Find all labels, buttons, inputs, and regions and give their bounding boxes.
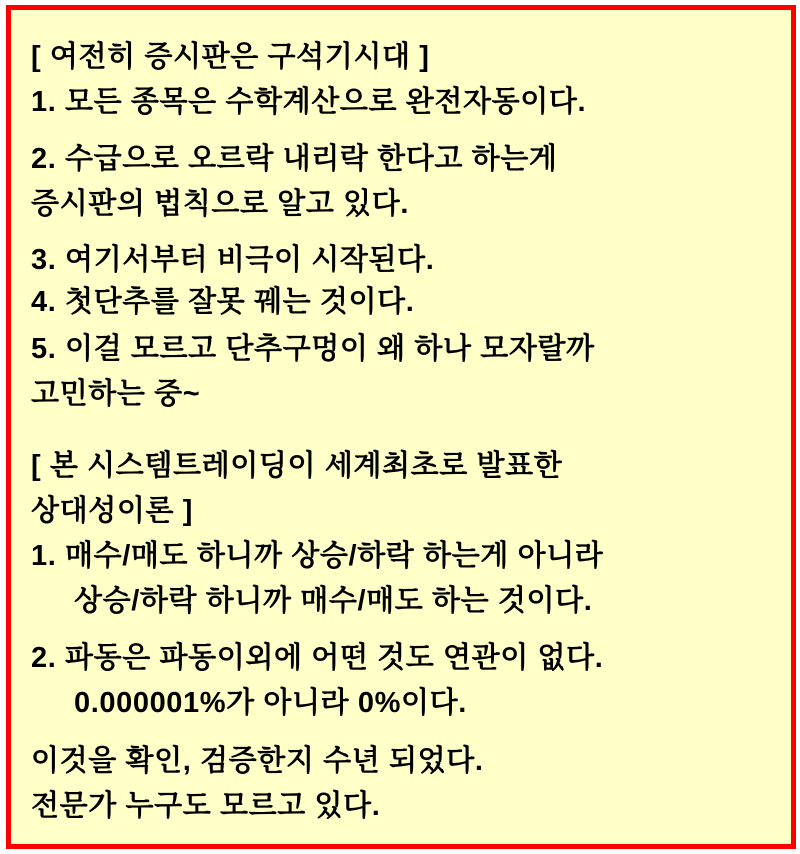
section1-item-1: 1. 모든 종목은 수학계산으로 완전자동이다. <box>31 86 587 118</box>
section1-item-4: 4. 첫단추를 잘못 꿰는 것이다. <box>31 286 415 318</box>
section1-item-5-cont: 고민하는 중~ <box>31 378 201 410</box>
section2-item-1-cont: 상승/하락 하니까 매수/매도 하는 것이다. <box>74 585 593 617</box>
section1-item-5: 5. 이걸 모르고 단추구멍이 왜 하나 모자랄까 <box>31 333 595 365</box>
section1-item-2: 2. 수급으로 오르락 내리락 한다고 하는게 <box>31 143 558 175</box>
closing-line-1: 이것을 확인, 검증한지 수년 되었다. <box>31 745 484 777</box>
section2-item-2: 2. 파동은 파동이외에 어떤 것도 연관이 없다. <box>31 642 604 674</box>
closing-line-2: 전문가 누구도 모르고 있다. <box>31 790 381 822</box>
section2-item-2-cont: 0.000001%가 아니라 0%이다. <box>74 687 467 719</box>
section2-heading: [ 본 시스템트레이딩이 세계최초로 발표한 <box>31 450 563 482</box>
section2-item-1: 1. 매수/매도 하니까 상승/하락 하는게 아니라 <box>31 540 604 572</box>
section2-heading-cont: 상대성이론 ] <box>31 495 193 527</box>
section1-heading: [ 여전히 증시판은 구석기시대 ] <box>31 41 430 73</box>
section1-item-2-cont: 증시판의 법칙으로 알고 있다. <box>31 188 409 220</box>
section1-item-3: 3. 여기서부터 비극이 시작된다. <box>31 244 435 276</box>
notice-panel <box>6 5 796 849</box>
